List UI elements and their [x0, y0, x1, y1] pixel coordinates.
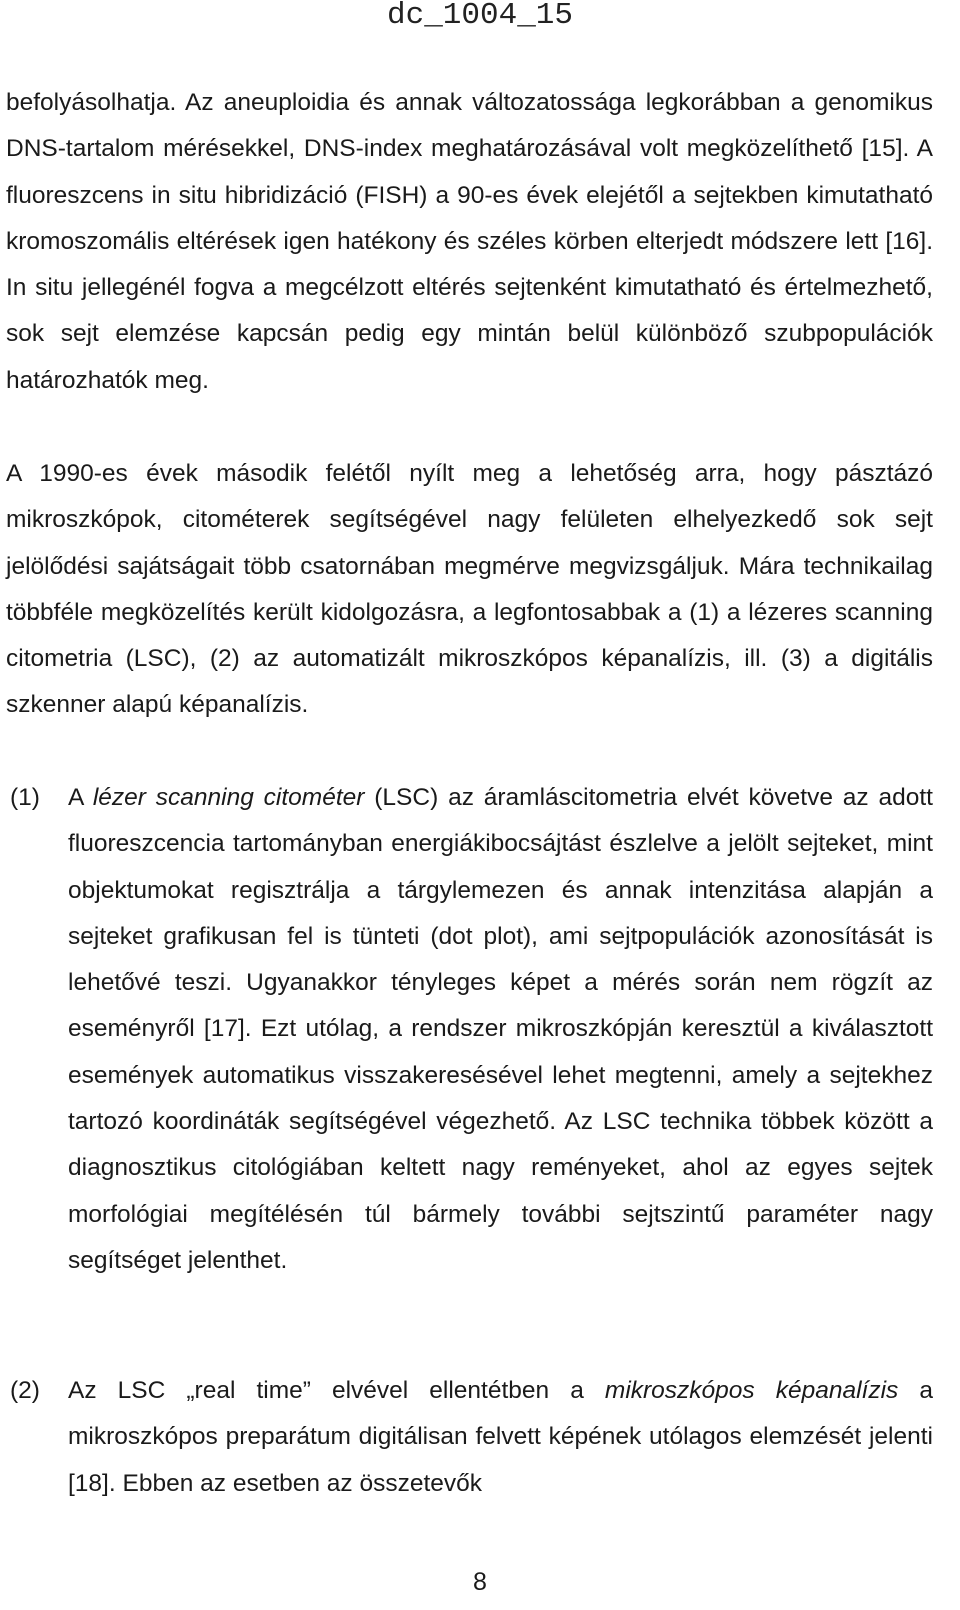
list-item-text: Az LSC „real time” elvével ellentétben a mikroszkópos képanalízis a mikroszkópos preparátum digitálisan felvett képének utólagos elemzését jelenti [18]. Ebben az esetben az összetevők [68, 1377, 933, 1497]
paragraph-aneuploidia: befolyásolhatja. Az aneuploidia és annak változatossága legkorábban a genomikus DNS-tartalom mérésekkel, DNS-index meghatározásával volt megközelíthető [15]. A fluoreszcens in situ hibridizáció (FISH) a 90-es évek elejétől a sejtekben kimutatható kromoszomális eltérések igen hatékony és széles körben elterjedt módszere lett [16]. In situ jellegénél fogva a megcélzott eltérés sejtenként kimutatható és értelmezhető, sok sejt elemzése kapcsán pedig egy mintán belül különböző szubpopulációk határozhatók meg. [6, 89, 933, 394]
paragraph-scanning-methods: A 1990-es évek második felétől nyílt meg a lehetőség arra, hogy pásztázó mikroszkópok, citométerek segítségével nagy felületen elhelyezkedő sok sejt jelölődési sajátságait több csatornában megmérve megvizsgáljuk. Mára technikailag többféle megközelítés került kidolgozásra, a legfontosabbak a (1) a lézeres scanning citometria (LSC), (2) az automatizált mikroszkópos képanalízis, ill. (3) a digitális szkenner alapú képanalízis. [6, 460, 933, 719]
page-number: 8 [473, 1568, 487, 1596]
italic-term: lézer scanning citométer [92, 784, 365, 811]
list-item-text: A lézer scanning citométer (LSC) az áramláscitometria elvét követve az adott fluoreszcencia tartományban energiákibocsájtást észlelve a jelölt sejteket, mint objektumokat regisztrálja a tárgylemezen és annak intenzitása alapján a sejteket grafikusan fel is tünteti (dot plot), ami sejtpopulációk azonosítását is lehetővé teszi. Ugyanakkor tényleges képet a mérés során nem rögzít az eseményről [17]. Ezt utólag, a rendszer mikroszkópján keresztül a kiválasztott események automatikus visszakeresésével lehet megtenni, amely a sejtekhez tartozó koordináták segítségével végezhető. Az LSC technika többek között a diagnosztikus citológiában keltett nagy reményeket, ahol az egyes sejtek morfológiai megítélésén túl bármely további sejtszintű paraméter nagy segítséget jelenthet. [68, 784, 933, 1274]
document-id-header: dc_1004_15 [386, 0, 574, 33]
italic-term: mikroszkópos képanalízis [604, 1377, 899, 1404]
list-number: (2) [10, 1377, 40, 1404]
list-number: (1) [10, 784, 40, 811]
